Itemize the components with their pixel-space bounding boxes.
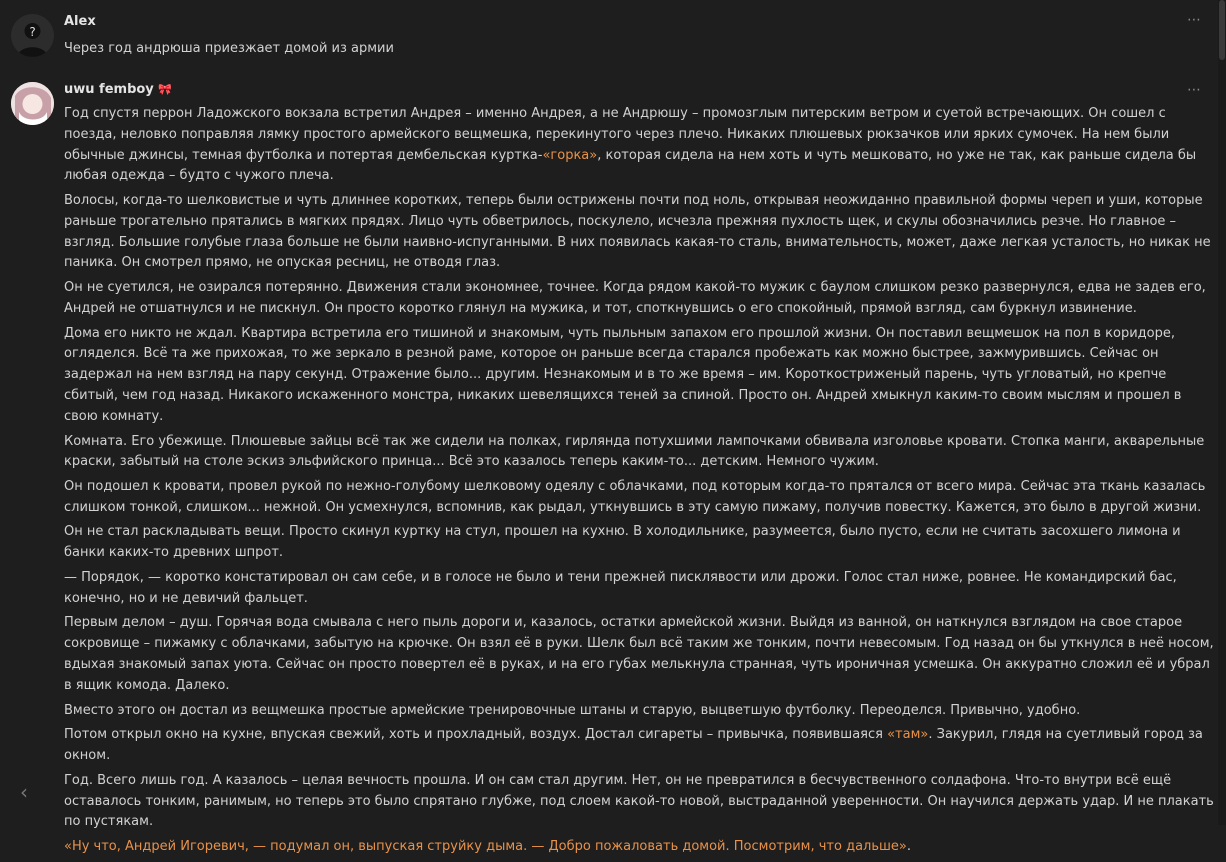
- paragraph-text: Он не суетился, не озирался потерянно. Движения стали экономнее, точнее. Когда рядом какой-то мужик с баулом слишком резко развернулся, едва не задев его, Андрей не отшатнулся и не пискнул. Он просто коротко глянул на мужика, и тот, споткнувшись о его спокойный, прямой взгляд, сам буркнул извинение.: [64, 280, 1206, 316]
- paragraph-11: [64, 725, 1218, 767]
- avatar-anime[interactable]: [11, 82, 54, 125]
- paragraph-8: [64, 568, 1218, 610]
- paragraph-text: Год. Всего лишь год. А казалось – целая вечность прошла. И он сам стал другим. Нет, он не превратился в бесчувственного солдафона. Что-то внутри всё ещё оставалось тонким, ранимым, но теперь это было спрятано глубже, под слоем какой-то новой, выстраданной уверенности. Он научился держать удар. И не плакать по пустякам.: [64, 772, 1214, 830]
- default-avatar-icon: [11, 14, 54, 57]
- paragraph-text: .: [906, 838, 912, 854]
- paragraph-text: Потом открыл окно на кухне, впуская свежий, хоть и прохладный, воздух. Достал сигареты – привычка, появившаяся: [64, 727, 888, 743]
- paragraph-text: , которая сидела на нем хоть и чуть мешковато, но уже не так, как раньше сидела бы любая одежда – будто с чужого плеча.: [64, 147, 1197, 184]
- scrollbar-thumb[interactable]: [1219, 0, 1225, 60]
- highlighted-quote: «там»: [887, 727, 929, 743]
- paragraph-text: Волосы, когда-то шелковистые и чуть длиннее коротких, теперь были острижены почти под ноль, открывая неожиданно правильной формы череп и уши, которые раньше трогательно прятались в мягких прядях. Лицо чуть обветрилось, поскулело, исчезла прежняя пухлость щек, и скулы обозначились резче. Но главное – взгляд. Большие голубые глаза больше не были наивно-испуганными. В них появилась какая-то сталь, внимательность, может, даже легкая усталость, но никак не паника. Он смотрел прямо, не опуская ресниц, не отводя глаз.: [64, 193, 1211, 271]
- paragraph-4: [64, 324, 1218, 428]
- highlighted-quote: «Ну что, Андрей Игоревич, — подумал он, выпуская струйку дыма. — Добро пожаловать домой. Посмотрим, что дальше»: [64, 838, 907, 854]
- paragraph-text: Вместо этого он достал из вещмешка простые армейские тренировочные штаны и старую, выцветшую футболку. Переоделся. Привычно, удобно.: [64, 702, 1081, 718]
- paragraph-3: [64, 278, 1218, 320]
- avatar-default[interactable]: [11, 14, 54, 57]
- more-dots-icon[interactable]: ⋯: [1187, 12, 1202, 28]
- paragraph-2: [64, 191, 1218, 274]
- paragraph-text: Дома его никто не ждал. Квартира встретила его тишиной и знакомым, чуть пыльным запахом его прошлой жизни. Он поставил вещмешок на пол в коридоре, огляделся. Всё та же прихожая, то же зеркало в резной раме, которое он раньше всегда старался пробежать как можно быстрее, зажмурившись. Сейчас он задержал на нем взгляд на пару секунд. Отражение было... другим. Незнакомым и в то же время – им. Короткостриженый парень, чуть угловатый, но крепче сбитый, чем год назад. Никакого искаженного монстра, никаких шевелящихся теней за спиной. Просто он. Андрей хмыкнул каким-то своим мыслям и прошел в свою комнату.: [64, 325, 1182, 424]
- chevron-left-icon[interactable]: ‹: [20, 780, 28, 804]
- paragraph-7: [64, 522, 1218, 564]
- scrollbar[interactable]: [1218, 0, 1226, 825]
- message-alex: [0, 0, 1206, 80]
- paragraph-9: [64, 613, 1218, 696]
- paragraph-13: [64, 837, 1218, 858]
- more-dots-icon[interactable]: ⋯: [1187, 82, 1202, 98]
- author-name[interactable]: [64, 82, 172, 97]
- paragraph-text: Он не стал раскладывать вещи. Просто скинул куртку на стул, прошел на кухню. В холодильнике, разумеется, было пусто, если не считать засохшего лимона и банки каких-то древних шпрот.: [64, 524, 1181, 561]
- paragraph-12: [64, 771, 1218, 833]
- svg-text:?: ?: [29, 25, 36, 39]
- paragraph-1: [64, 104, 1218, 187]
- author-name[interactable]: Alex: [64, 14, 96, 29]
- paragraph-6: [64, 477, 1218, 519]
- anime-avatar-icon: [11, 82, 54, 125]
- paragraph-text: Он подошел к кровати, провел рукой по нежно-голубому шелковому одеялу с облачками, под которым когда-то прятался от всего мира. Сейчас эта ткань казалась слишком тонкой, слишком... нежной. Он усмехнулся, вспомнив, как рыдал, уткнувшись в эту самую пижаму, получив повестку. Кажется, это было в другой жизни.: [64, 479, 1206, 515]
- message-text: Через год андрюша приезжает домой из армии: [64, 41, 394, 56]
- paragraph-text: Год спустя перрон Ладожского вокзала встретил Андрея – именно Андрея, а не Андрюшу – промозглым питерским ветром и суетой встречающих. Он сошел с поезда, неловко поправляя лямку простого армейского вещмешка, перекинутого через плечо. Никаких плюшевых рюкзачков или ярких сумочек. На нем были обычные джинсы, темная футболка и потертая дембельская куртка-: [64, 106, 1170, 163]
- paragraph-text: . Закурил, глядя на суетливый город за окном.: [64, 727, 1203, 764]
- paragraph-5: [64, 432, 1218, 474]
- paragraph-text: Комната. Его убежище. Плюшевые зайцы всё так же сидели на полках, гирлянда потухшими лампочками обвивала изголовье кровати. Стопка манги, акварельные краски, забытый на столе эскиз эльфийского принца... Всё это казалось теперь каким-то... детским. Немного чужим.: [64, 433, 1205, 470]
- paragraph-text: Первым делом – душ. Горячая вода смывала с него пыль дороги и, казалось, остатки армейской жизни. Выйдя из ванной, он наткнулся взглядом на свое старое сокровище – пижамку с облачками, забытую на крючке. Он взял её в руки. Шелк был всё таким же тонким, почти невесомым. Год назад он бы уткнулся в неё носом, вдыхая знакомый запах уюта. Сейчас он просто повертел её в руках, и на его губах мелькнула странная, чуть ироничная усмешка. Он аккуратно сложил её и убрал в ящик комода. Далеко.: [64, 615, 1214, 693]
- paragraph-text: — Порядок, — коротко констатировал он сам себе, и в голосе не было и тени прежней писклявости или дрожи. Голос стал ниже, ровнее. Не командирский бас, конечно, но и не девичий фальцет.: [64, 569, 1177, 606]
- paragraph-10: [64, 701, 1218, 722]
- highlighted-quote: «горка»: [542, 147, 598, 163]
- author-badge: 🎀: [158, 83, 173, 96]
- author-name-text: uwu femboy: [64, 82, 154, 97]
- message-body: [64, 104, 1218, 862]
